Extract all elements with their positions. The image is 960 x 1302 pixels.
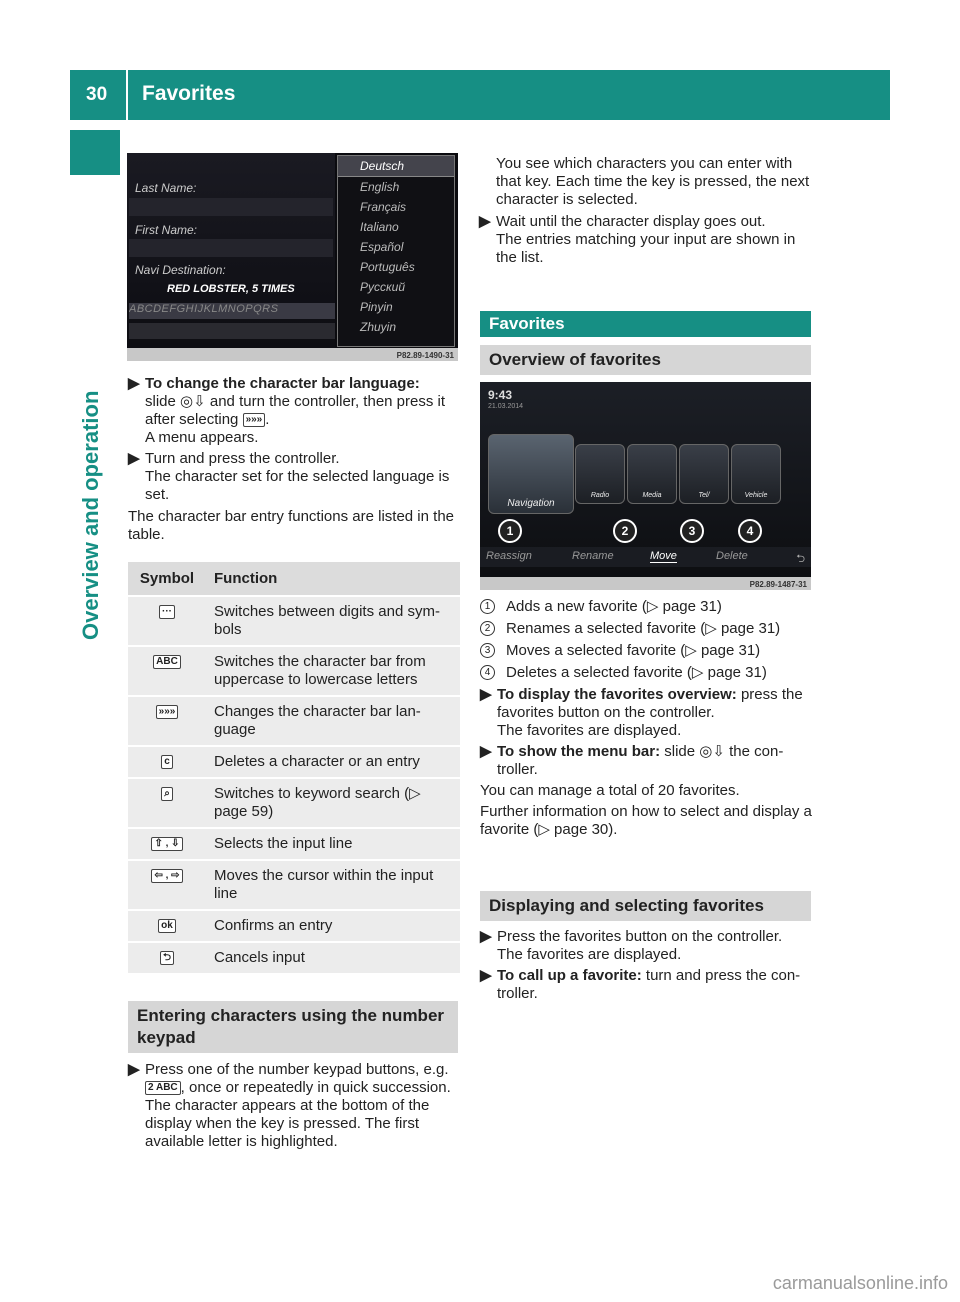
symbol-icon: ABC bbox=[153, 655, 181, 669]
numbered-text: Deletes a selected favorite (▷ page 31) bbox=[506, 664, 767, 681]
symbol-cell bbox=[128, 943, 206, 973]
field-label-destination: Navi Destination: bbox=[135, 263, 226, 277]
step-text: The character set for the selected language is set. bbox=[145, 468, 450, 503]
step-wait bbox=[479, 213, 812, 267]
displaying-heading: Displaying and selecting favorites bbox=[480, 891, 811, 921]
step-text: The entries matching your input are shown in the list. bbox=[496, 231, 796, 266]
favorites-screenshot bbox=[480, 382, 811, 590]
step-call-favorite bbox=[480, 967, 812, 1003]
arrow-icon: ▶ bbox=[480, 967, 492, 984]
manage-text: You can manage a total of 20 favorites. bbox=[480, 782, 740, 799]
table-header-symbol: Symbol bbox=[128, 562, 206, 595]
keypad-2-icon: 2 ABC bbox=[145, 1081, 181, 1095]
symbol-cell bbox=[128, 597, 206, 645]
step-heading: To display the favorites overview: bbox=[497, 686, 737, 703]
function-cell: Selects the input line bbox=[206, 829, 460, 859]
left-column bbox=[128, 375, 460, 544]
menu-bar bbox=[480, 547, 811, 567]
symbol-icon: »»» bbox=[156, 705, 179, 719]
symbol-icon: ⇦ , ⇨ bbox=[151, 869, 182, 883]
language-option[interactable]: Italiano bbox=[360, 220, 399, 234]
function-cell: Cancels input bbox=[206, 943, 460, 973]
step-text: , once or repeatedly in quick succession. bbox=[180, 1079, 451, 1096]
symbol-cell bbox=[128, 861, 206, 909]
sidebar-tab bbox=[70, 130, 120, 175]
arrow-icon: ▶ bbox=[128, 1061, 140, 1078]
step-text: Press one of the number keypad buttons, e.g. bbox=[145, 1061, 449, 1078]
numbered-item bbox=[480, 620, 812, 638]
step-text: and turn the controller, then press it after selecting bbox=[145, 393, 446, 428]
number-circle: 2 bbox=[480, 621, 495, 636]
controller-slide-icon: ◎⇩ bbox=[180, 393, 206, 410]
table-row bbox=[128, 943, 460, 973]
symbol-cell bbox=[128, 829, 206, 859]
function-cell: Deletes a character or an entry bbox=[206, 747, 460, 777]
numbered-text: Adds a new favorite (▷ page 31) bbox=[506, 598, 722, 615]
symbol-icon: ⮌ bbox=[160, 951, 174, 965]
step-text: turn and press the con-troller. bbox=[497, 967, 801, 1002]
table-row bbox=[128, 597, 460, 645]
further-info: Further information on how to select and display a favorite (▷ page 30). bbox=[480, 803, 812, 838]
arrow-icon: ▶ bbox=[480, 686, 492, 703]
menu-item[interactable]: Reassign bbox=[486, 550, 532, 562]
table-row bbox=[128, 697, 460, 745]
favorite-tile-label: Navigation bbox=[507, 498, 555, 509]
favorite-tile[interactable] bbox=[488, 434, 574, 514]
field-label-last-name: Last Name: bbox=[135, 181, 197, 195]
numbered-item bbox=[480, 598, 812, 616]
symbol-icon: ok bbox=[158, 919, 176, 933]
callout-circle: 1 bbox=[498, 519, 522, 543]
favorite-tile-label: Media bbox=[642, 492, 662, 499]
numbered-item bbox=[480, 664, 812, 682]
step-text: A menu appears. bbox=[145, 429, 259, 446]
symbol-cell bbox=[128, 779, 206, 827]
symbol-icon: ··· bbox=[159, 605, 175, 619]
callout-circle: 4 bbox=[738, 519, 762, 543]
step-text: Press the favorites button on the controller. bbox=[497, 928, 783, 945]
step-text: the con-troller. bbox=[497, 743, 784, 778]
right-column-end bbox=[480, 928, 812, 1006]
favorites-section-bar: Favorites bbox=[480, 311, 811, 337]
page-header bbox=[70, 70, 890, 120]
back-icon[interactable]: ⮌ bbox=[796, 553, 805, 565]
bottom-bar bbox=[129, 323, 335, 339]
destination-value: RED LOBSTER, 5 TIMES bbox=[167, 283, 295, 295]
field-input bbox=[129, 239, 333, 257]
table-row bbox=[128, 779, 460, 827]
field-input bbox=[129, 198, 333, 216]
clock: 9:43 bbox=[488, 388, 513, 402]
favorite-tile[interactable] bbox=[575, 444, 625, 504]
paragraph: You see which characters you can enter with that key. Each time the key is pressed, the next character is selected. bbox=[496, 155, 810, 208]
favorite-tile-label: Radio bbox=[590, 492, 610, 499]
table-row bbox=[128, 747, 460, 777]
language-option[interactable]: Pinyin bbox=[360, 300, 393, 314]
step-heading: To change the character bar language: bbox=[145, 375, 420, 392]
numbered-text: Moves a selected favorite (▷ page 31) bbox=[506, 642, 761, 659]
menu-item[interactable]: Move bbox=[650, 550, 677, 562]
step-text: The character appears at the bottom of the display when the key is pressed. The first available letter is highlighted. bbox=[145, 1097, 430, 1150]
number-circle: 3 bbox=[480, 643, 495, 658]
symbol-icon: ⌕ bbox=[161, 787, 173, 801]
language-option[interactable]: English bbox=[360, 180, 400, 194]
image-caption: P82.89-1487-31 bbox=[749, 580, 807, 589]
callout-circle: 2 bbox=[613, 519, 637, 543]
right-column-top bbox=[479, 155, 812, 270]
table-intro: The character bar entry functions are listed in the table. bbox=[128, 508, 455, 543]
number-circle: 1 bbox=[480, 599, 495, 614]
watermark[interactable]: carmanualsonline.info bbox=[772, 1273, 948, 1293]
step-heading: To show the menu bar: bbox=[497, 743, 661, 760]
overview-heading: Overview of favorites bbox=[480, 345, 811, 375]
image-caption: P82.89-1490-31 bbox=[396, 351, 454, 360]
step-heading: To call up a favorite: bbox=[497, 967, 642, 984]
favorite-tile[interactable] bbox=[627, 444, 677, 504]
menu-item[interactable]: Rename bbox=[572, 550, 614, 562]
step-press-favorites bbox=[480, 928, 812, 964]
step-text: The favorites are displayed. bbox=[497, 946, 682, 963]
section-heading: Entering characters using the number keypad bbox=[128, 1001, 458, 1053]
symbol-icon: ⇧ , ⇩ bbox=[151, 837, 182, 851]
function-cell: Confirms an entry bbox=[206, 911, 460, 941]
sidebar-label: Overview and operation bbox=[78, 390, 103, 640]
arrow-icon: ▶ bbox=[479, 213, 491, 230]
step-text: The favorites are displayed. bbox=[497, 722, 682, 739]
arrow-icon: ▶ bbox=[128, 450, 140, 467]
symbol-cell bbox=[128, 647, 206, 695]
letter-bar: ABCDEFGHIJKLMNOPQRS bbox=[129, 303, 335, 319]
favorite-tile[interactable] bbox=[731, 444, 781, 504]
table-row bbox=[128, 647, 460, 695]
character-bar-screenshot bbox=[127, 153, 458, 361]
step-turn-press bbox=[128, 450, 460, 504]
language-option[interactable]: Zhuyin bbox=[360, 320, 397, 334]
field-label-first-name: First Name: bbox=[135, 223, 198, 237]
keypad-section bbox=[128, 1001, 458, 1154]
arrow-icon: ▶ bbox=[480, 928, 492, 945]
function-cell: Switches the character bar from uppercase to lowercase letters bbox=[206, 647, 460, 695]
symbol-cell bbox=[128, 697, 206, 745]
favorite-tile[interactable] bbox=[679, 444, 729, 504]
function-cell: Switches between digits and sym-bols bbox=[206, 597, 460, 645]
language-bar-icon: »»» bbox=[243, 413, 266, 427]
step-text: slide bbox=[664, 743, 696, 760]
table-header-function: Function bbox=[206, 562, 460, 595]
function-cell: Moves the cursor within the input line bbox=[206, 861, 460, 909]
symbol-cell bbox=[128, 747, 206, 777]
function-cell: Switches to keyword search (▷ page 59) bbox=[206, 779, 460, 827]
language-option[interactable]: Español bbox=[360, 240, 404, 254]
callout-circle: 3 bbox=[680, 519, 704, 543]
language-option[interactable]: Português bbox=[360, 260, 415, 274]
step-text: press the favorites button on the controller. bbox=[497, 686, 803, 721]
step-keypad bbox=[128, 1061, 458, 1151]
language-option[interactable]: Deutsch bbox=[338, 156, 454, 177]
page-number: 30 bbox=[86, 84, 108, 105]
table-row bbox=[128, 861, 460, 909]
step-text: Turn and press the controller. bbox=[145, 450, 340, 467]
header-divider bbox=[126, 70, 128, 120]
arrow-icon: ▶ bbox=[128, 375, 140, 392]
step-display-overview bbox=[480, 686, 812, 740]
controller-slide-icon: ◎⇩ bbox=[699, 743, 725, 760]
arrow-icon: ▶ bbox=[480, 743, 492, 760]
table-row bbox=[128, 829, 460, 859]
step-text: slide bbox=[145, 393, 176, 410]
language-option[interactable]: Русский bbox=[360, 280, 406, 294]
function-cell: Changes the character bar lan-guage bbox=[206, 697, 460, 745]
number-circle: 4 bbox=[480, 665, 495, 680]
symbol-cell bbox=[128, 911, 206, 941]
function-table bbox=[128, 560, 460, 975]
numbered-text: Renames a selected favorite (▷ page 31) bbox=[506, 620, 781, 637]
language-menu bbox=[337, 155, 455, 347]
date: 21.03.2014 bbox=[488, 403, 524, 410]
step-show-menu bbox=[480, 743, 812, 779]
language-option[interactable]: Français bbox=[360, 200, 407, 214]
table-row bbox=[128, 911, 460, 941]
favorite-tile-label: Vehicle bbox=[744, 492, 768, 499]
page-title: Favorites bbox=[142, 82, 236, 105]
symbol-icon: c bbox=[161, 755, 173, 769]
favorite-tile-label: Tel/ bbox=[698, 492, 710, 499]
step-change-language: ▶ To change the character bar language: slide ◎⇩ and turn the controller, then press it after selecting »»» . A menu appears. bbox=[128, 375, 446, 446]
right-column-bottom bbox=[480, 598, 812, 839]
menu-item[interactable]: Delete bbox=[716, 550, 748, 562]
numbered-item bbox=[480, 642, 812, 660]
step-text: Wait until the character display goes out. bbox=[496, 213, 766, 230]
